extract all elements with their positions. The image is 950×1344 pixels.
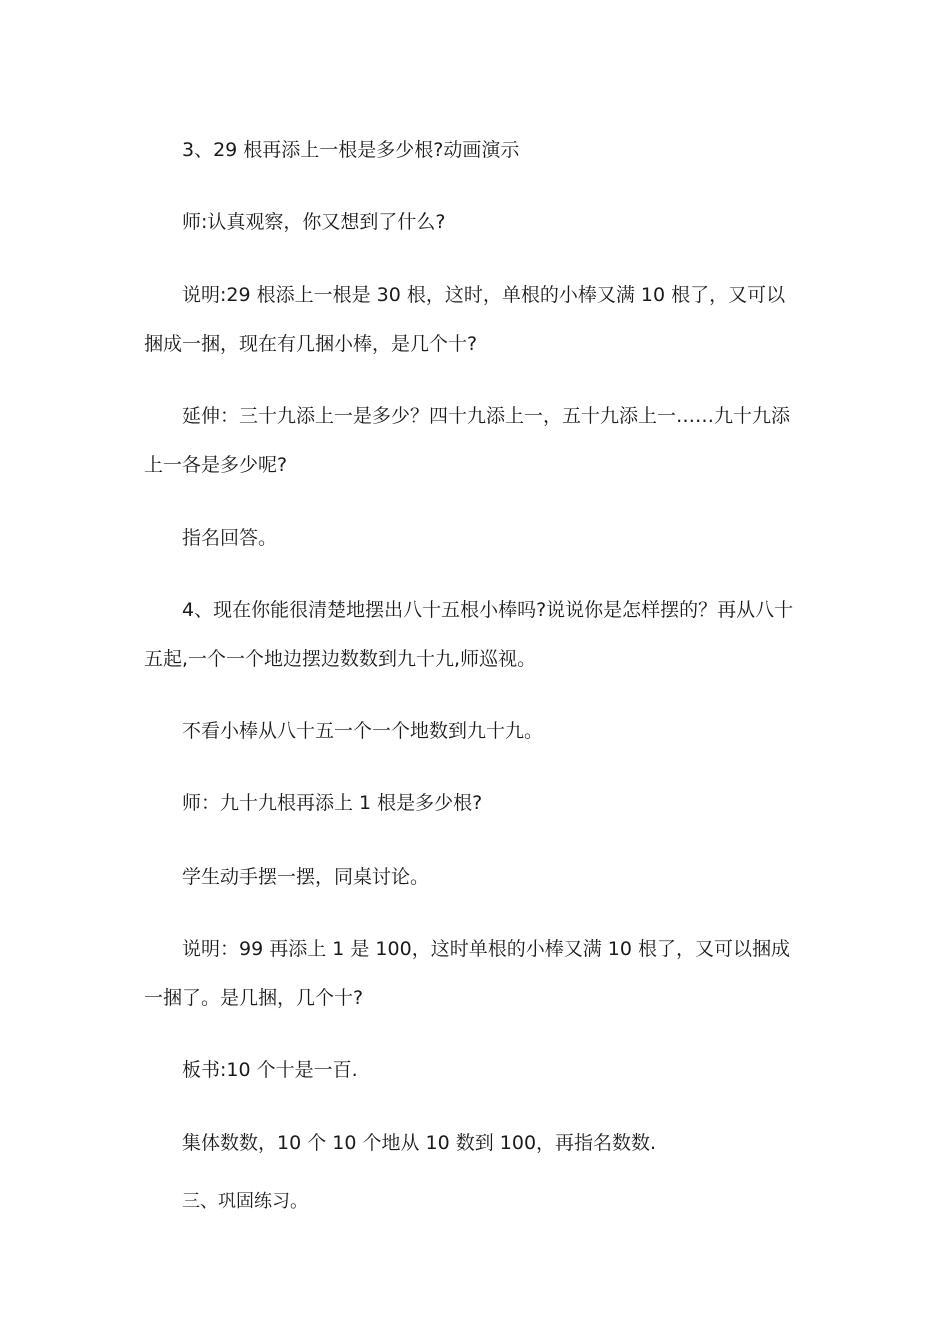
paragraph-blackboard: 板书:10 个十是一百. — [182, 1059, 358, 1081]
paragraph-group-count: 集体数数，10 个 10 个地从 10 数到 100，再指名数数. — [182, 1132, 657, 1154]
paragraph-explanation-30: 说明:29 根添上一根是 30 根，这时，单根的小棒又满 10 根了，又可以捆成一捆，现在有几捆小棒，是几个十? — [144, 284, 786, 355]
paragraph-teacher-question: 师:认真观察，你又想到了什么? — [182, 211, 446, 233]
paragraph-students-discuss: 学生动手摆一摆，同桌讨论。 — [182, 866, 430, 888]
paragraph-answer: 指名回答。 — [182, 527, 278, 549]
paragraph-step-4: 4、现在你能很清楚地摆出八十五根小棒吗?说说你是怎样摆的？再从八十五起,一个一个地边摆边数数到九十九,师巡视。 — [144, 599, 794, 670]
paragraph-explanation-100: 说明：99 再添上 1 是 100，这时单根的小棒又满 10 根了，又可以捆成一捆了。是几捆，几个十? — [144, 938, 790, 1009]
paragraph-count-to-99: 不看小棒从八十五一个一个地数到九十九。 — [182, 720, 544, 742]
section-heading-practice: 三、巩固练习。 — [182, 1191, 308, 1212]
paragraph-extension: 延伸：三十九添上一是多少？四十九添上一，五十九添上一……九十九添上一各是多少呢? — [144, 405, 791, 476]
paragraph-step-3: 3、29 根再添上一根是多少根?动画演示 — [182, 139, 520, 161]
paragraph-teacher-99: 师：九十九根再添上 1 根是多少根? — [182, 792, 483, 814]
